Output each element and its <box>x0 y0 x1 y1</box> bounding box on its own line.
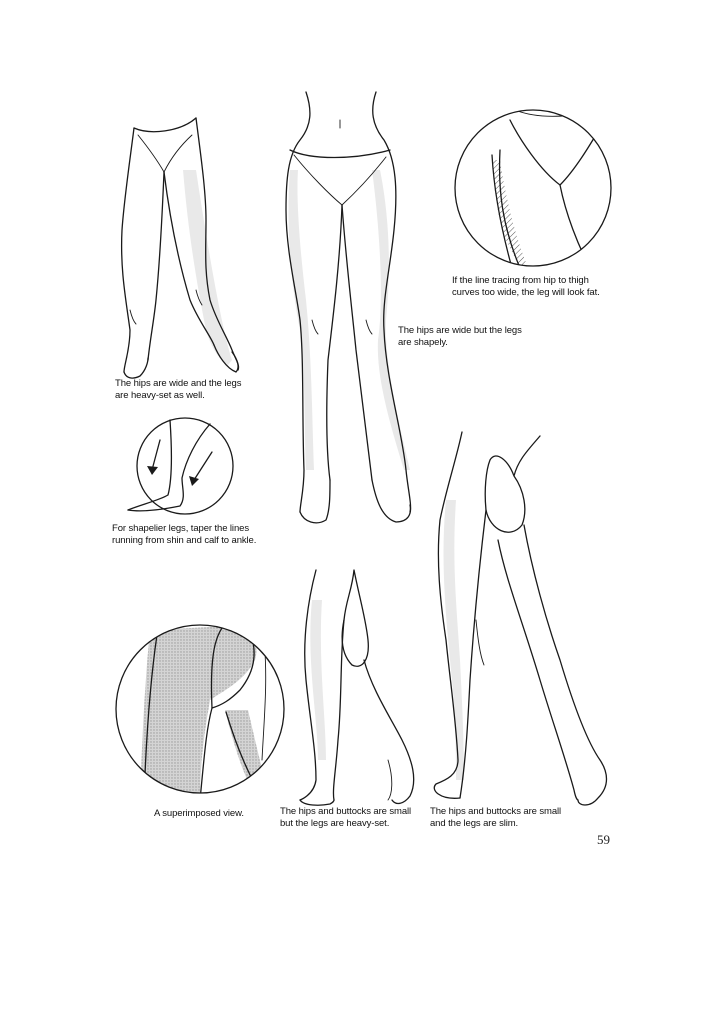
figure-heavy-set-legs-front <box>122 118 239 378</box>
caption-heavy-hips-legs <box>115 378 241 402</box>
caption-line: are shapely. <box>398 337 448 348</box>
caption-line: The hips and buttocks are small <box>430 806 562 817</box>
caption-superimposed <box>154 808 244 820</box>
caption-line: and the legs are slim. <box>430 818 519 829</box>
figure-shapely-legs-front <box>286 92 411 523</box>
caption-small-buttocks-heavy <box>280 806 411 830</box>
caption-line: but the legs are heavy-set. <box>280 818 390 829</box>
caption-line: A superimposed view. <box>154 808 244 819</box>
caption-line: The hips are wide and the legs <box>115 378 242 389</box>
caption-taper-lines <box>112 523 256 547</box>
zoom-circle-taper-ankle <box>128 418 233 514</box>
caption-line: curves too wide, the leg will look fat. <box>452 287 600 298</box>
superimposed-view-circle <box>116 625 284 800</box>
caption-shapely-hips <box>398 325 522 349</box>
caption-line: If the line tracing from hip to thigh <box>452 275 589 286</box>
caption-small-buttocks-slim <box>430 806 561 830</box>
caption-hip-thigh-line <box>452 275 600 299</box>
caption-line: are heavy-set as well. <box>115 390 205 401</box>
caption-line: For shapelier legs, taper the lines <box>112 523 249 534</box>
zoom-circle-hip-thigh <box>455 105 611 268</box>
figure-heavy-legs-back <box>300 570 414 805</box>
caption-line: running from shin and calf to ankle. <box>112 535 257 546</box>
figure-slim-legs-back <box>434 432 606 805</box>
caption-line: The hips and buttocks are small <box>280 806 412 817</box>
caption-line: The hips are wide but the legs <box>398 325 522 336</box>
page-number: 59 <box>597 832 610 847</box>
